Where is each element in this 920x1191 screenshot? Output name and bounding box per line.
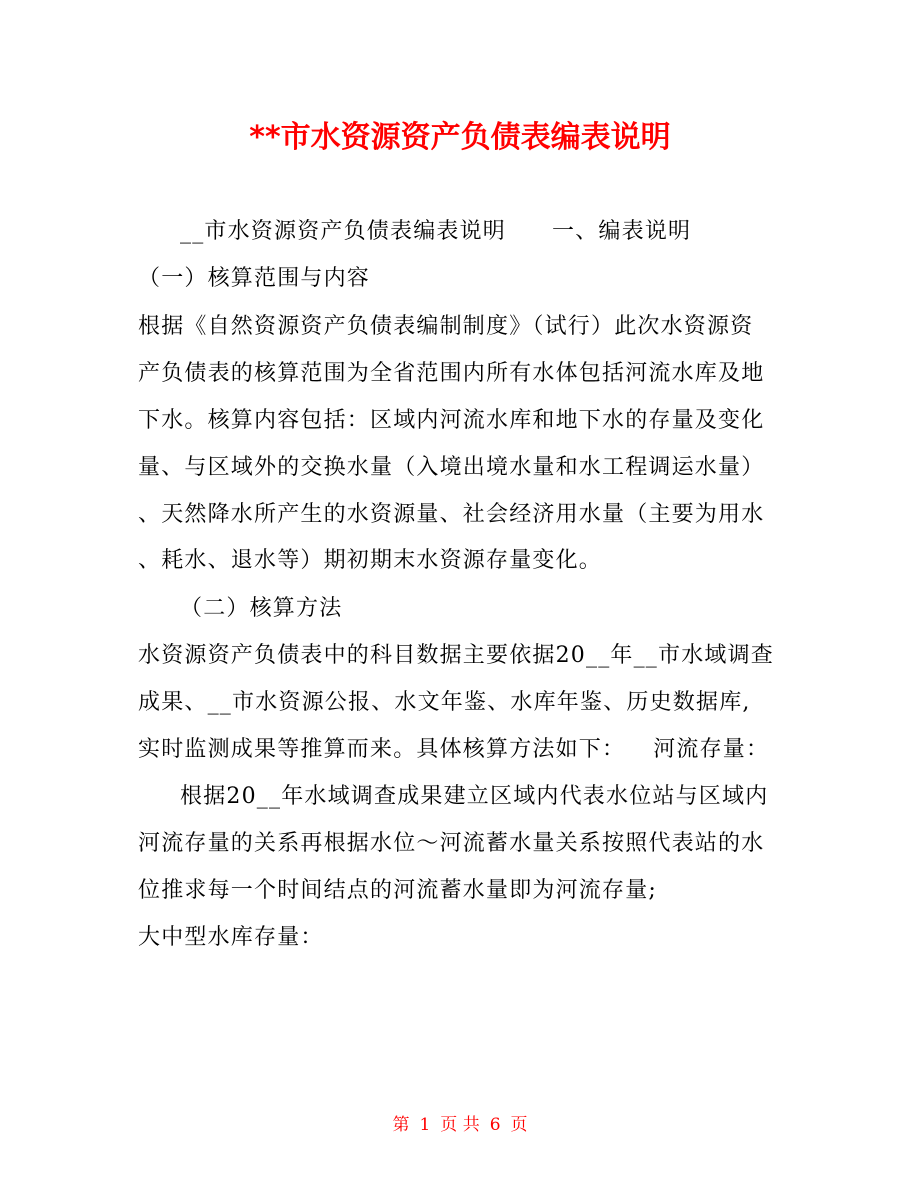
paragraph-line-4: 产负债表的核算范围为全省范围内所有水体包括河流水库及地 [138,361,765,386]
reservoir-storage-heading: 大中型水库存量： [138,925,324,950]
paragraph-line-14: 河流存量的关系再根据水位～河流蓄水量关系按照代表站的水 [138,831,765,856]
section-heading-1: 一、编表说明 [552,219,692,244]
page-total: 6 [489,1115,501,1135]
page-footer [0,1112,920,1138]
paragraph-line-11: 成果、__市水资源公报、水文年鉴、水库年鉴、历史数据库, [138,690,751,715]
footer-suffix: 页 [510,1115,528,1135]
paragraph-line-5: 下水。核算内容包括：区域内河流水库和地下水的存量及变化 [138,408,765,433]
paragraph-line-3: 根据《自然资源资产负债表编制制度》（试行）此次水资源资 [138,314,754,339]
paragraph-line-15: 位推求每一个时间结点的河流蓄水量即为河流存量; [138,878,658,903]
paragraph-line-7: 、天然降水所产生的水资源量、社会经济用水量（主要为用水 [138,502,765,527]
subsection-heading-1: （一）核算范围与内容 [138,266,371,291]
paragraph-line-6: 量、与区域外的交换水量（入境出境水量和水工程调运水量） [138,455,765,480]
method-intro-text: 实时监测成果等推算而来。具体核算方法如下： [138,737,626,762]
paragraph-line-8: 、耗水、退水等）期初期末水资源存量变化。 [138,548,603,573]
footer-middle: 页 共 [440,1115,480,1135]
paragraph-line-10: 水资源资产负债表中的科目数据主要依据20__年__市水域调查 [138,643,774,668]
footer-prefix: 第 [392,1115,410,1135]
page-number: 1 [419,1115,431,1135]
subsection-heading-2: （二）核算方法 [180,596,343,621]
subtitle-text: __市水资源资产负债表编表说明 [180,219,507,244]
paragraph-line-13: 根据20__年水域调查成果建立区域内代表水位站与区域内 [180,784,769,809]
paragraph-line-12 [138,735,769,765]
river-storage-heading: 河流存量： [653,737,770,762]
paragraph-line-1 [180,217,691,247]
document-title: **市水资源资产负债表编表说明 [249,120,671,155]
